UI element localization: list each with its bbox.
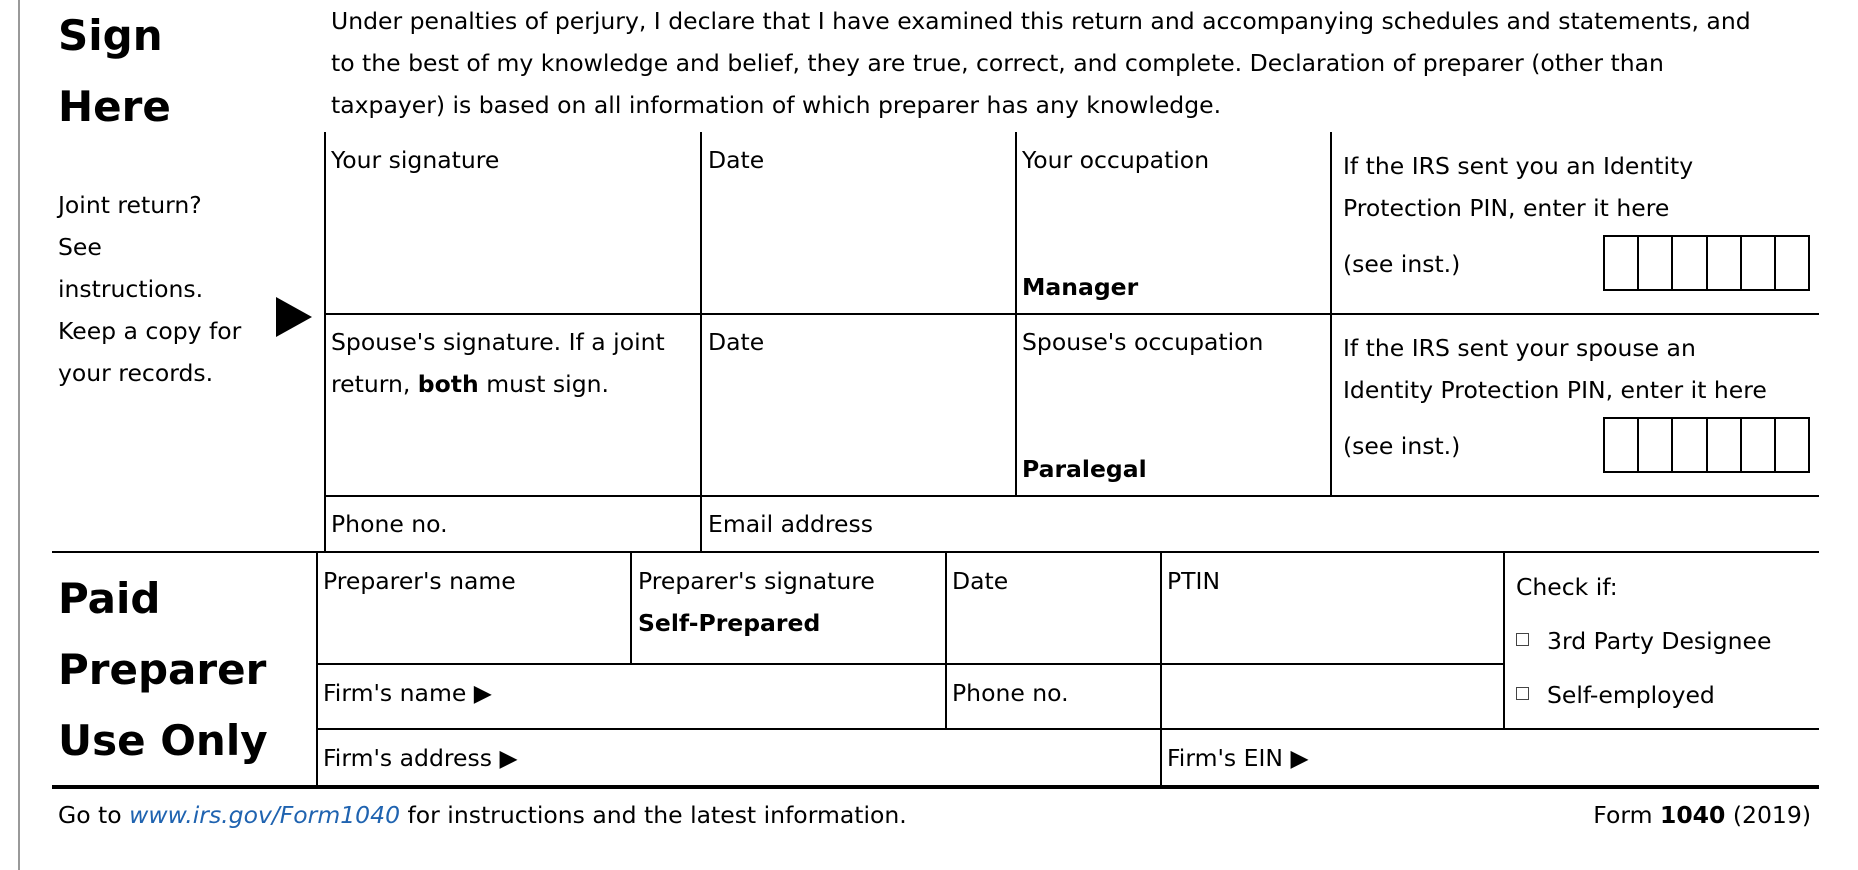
your-signature-field[interactable] bbox=[331, 139, 691, 309]
sign-grid-row2 bbox=[324, 495, 1819, 497]
your-occupation-label: Your occupation bbox=[1022, 146, 1210, 174]
sign-grid-row1 bbox=[324, 313, 1819, 315]
firm-address-field[interactable] bbox=[323, 737, 1153, 782]
preparer-signature-value: Self-Prepared bbox=[638, 609, 821, 637]
your-date-field[interactable] bbox=[708, 139, 1008, 309]
ptin-field[interactable] bbox=[1167, 560, 1497, 660]
your-occupation-field[interactable] bbox=[1022, 139, 1322, 309]
firm-name-label: Firm's name ▶ bbox=[323, 679, 492, 707]
self-employed-option[interactable]: Self-employed bbox=[1516, 674, 1771, 716]
email-label: Email address bbox=[708, 510, 873, 538]
ptin-label: PTIN bbox=[1167, 567, 1221, 595]
spouse-signature-field[interactable]: Spouse's signature. If a joint return, both must sign. bbox=[331, 321, 691, 491]
prep-grid-col4 bbox=[1160, 552, 1162, 785]
your-date-label: Date bbox=[708, 146, 765, 174]
your-signature-label: Your signature bbox=[331, 146, 500, 174]
spouse-occupation-field[interactable] bbox=[1022, 321, 1322, 491]
spouse-signature-label: Spouse's signature. If a joint bbox=[331, 328, 665, 356]
prep-grid-left bbox=[316, 552, 318, 785]
firm-phone-field[interactable] bbox=[952, 672, 1497, 724]
preparer-date-label: Date bbox=[952, 567, 1009, 595]
footer-instructions: Go to www.irs.gov/Form1040 for instructions and the latest information. bbox=[58, 801, 907, 829]
prep-grid-row1 bbox=[316, 663, 1504, 665]
spouse-ip-pin-input[interactable] bbox=[1603, 417, 1810, 473]
preparer-signature-field[interactable] bbox=[638, 560, 938, 660]
ip-pin-section: If the IRS sent you an Identity Protection PIN, enter it here (see inst.) bbox=[1343, 152, 1694, 278]
check-if-label: Check if: bbox=[1516, 573, 1618, 601]
third-party-designee-option[interactable]: 3rd Party Designee bbox=[1516, 620, 1771, 662]
sign-note: Joint return? See instructions. Keep a copy for your records. bbox=[58, 191, 242, 387]
prep-grid-row2 bbox=[316, 728, 1819, 730]
prep-grid-col5 bbox=[1503, 552, 1505, 730]
firm-ein-field[interactable] bbox=[1167, 737, 1807, 782]
phone-label: Phone no. bbox=[331, 510, 448, 538]
firm-name-field[interactable] bbox=[323, 672, 938, 724]
sign-heading: Sign Here bbox=[58, 11, 171, 131]
firm-ein-label: Firm's EIN ▶ bbox=[1167, 744, 1309, 772]
page-left-edge bbox=[18, 0, 20, 870]
preparer-name-label: Preparer's name bbox=[323, 567, 516, 595]
prep-grid-col2 bbox=[630, 552, 632, 664]
third-party-checkbox[interactable] bbox=[1516, 633, 1529, 646]
check-if-section bbox=[1516, 566, 1771, 716]
prep-grid-col3 bbox=[945, 552, 947, 730]
spouse-date-field[interactable] bbox=[708, 321, 1008, 491]
email-field[interactable] bbox=[708, 503, 1808, 548]
perjury-declaration: Under penalties of perjury, I declare that I have examined this return and accompanying schedules and statements, and to the best of my knowledge and belief, they are true, correct, and complete. Declaration of preparer (other than taxpayer) is based on all information of which preparer has any knowledge. bbox=[331, 7, 1751, 119]
form-id: Form 1040 (2019) bbox=[1593, 801, 1811, 829]
preparer-date-field[interactable] bbox=[952, 560, 1152, 660]
spouse-occupation-value: Paralegal bbox=[1022, 455, 1147, 483]
sign-grid-col2 bbox=[700, 132, 702, 552]
your-occupation-value: Manager bbox=[1022, 273, 1139, 301]
preparer-name-field[interactable] bbox=[323, 560, 623, 660]
footer-rule bbox=[52, 785, 1819, 789]
spouse-occupation-label: Spouse's occupation bbox=[1022, 328, 1264, 356]
arrow-right-icon bbox=[276, 297, 312, 337]
spouse-ip-pin-section: If the IRS sent your spouse an Identity Protection PIN, enter it here (see inst.) bbox=[1343, 334, 1767, 460]
irs-form1040-link[interactable]: www.irs.gov/Form1040 bbox=[129, 801, 401, 829]
sign-grid-left bbox=[324, 132, 326, 552]
firm-phone-label: Phone no. bbox=[952, 679, 1069, 707]
phone-field[interactable] bbox=[331, 503, 691, 548]
firm-address-label: Firm's address ▶ bbox=[323, 744, 518, 772]
paid-preparer-heading: Paid Preparer Use Only bbox=[58, 574, 268, 765]
ip-pin-input[interactable] bbox=[1603, 235, 1810, 291]
self-employed-checkbox[interactable] bbox=[1516, 687, 1529, 700]
spouse-date-label: Date bbox=[708, 328, 765, 356]
preparer-signature-label: Preparer's signature bbox=[638, 567, 875, 595]
